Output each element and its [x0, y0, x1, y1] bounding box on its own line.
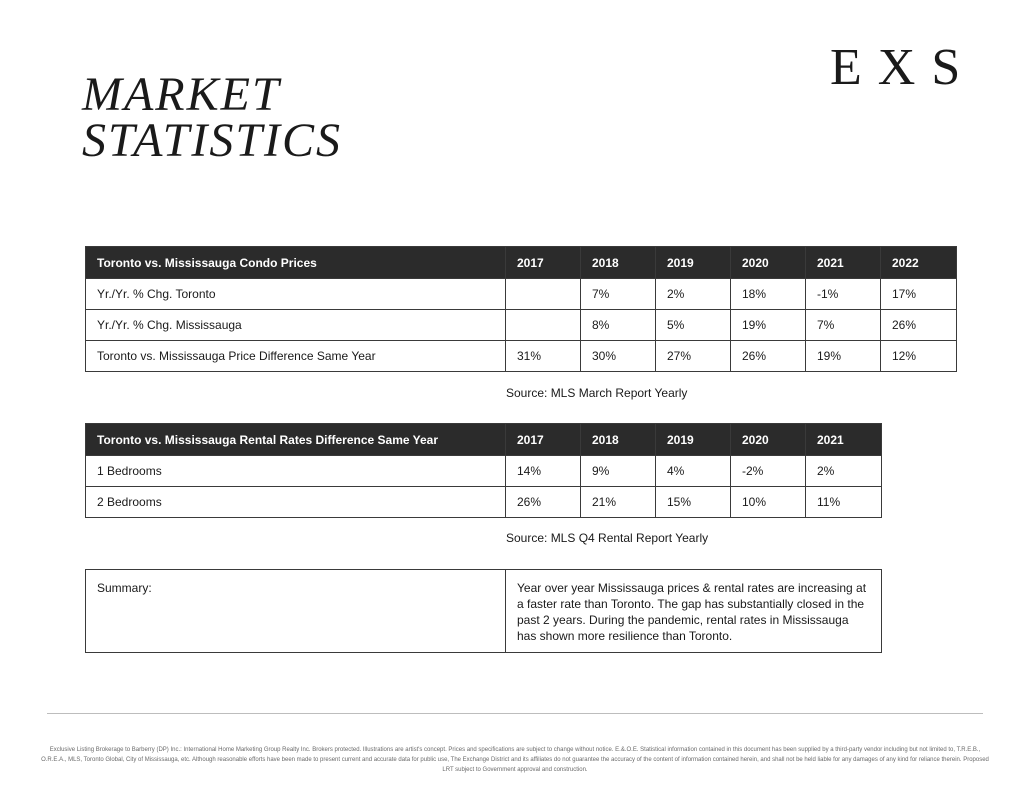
- table-cell: 5%: [656, 310, 731, 341]
- header-cell: 2019: [656, 247, 731, 279]
- condo-prices-table: [85, 246, 957, 372]
- table-cell: 21%: [581, 487, 656, 518]
- header-cell: 2019: [656, 424, 731, 456]
- table-header-row: [86, 247, 957, 279]
- header-cell: 2020: [731, 424, 806, 456]
- condo-source-note: Source: MLS March Report Yearly: [506, 386, 688, 400]
- header-cell: 2017: [506, 424, 581, 456]
- table-cell: 10%: [731, 487, 806, 518]
- table-cell: 31%: [506, 341, 581, 372]
- table-cell: 26%: [506, 487, 581, 518]
- table-row: [86, 570, 882, 653]
- rental-source-note: Source: MLS Q4 Rental Report Yearly: [506, 531, 709, 545]
- header-cell: 2021: [806, 424, 882, 456]
- table-row: [86, 341, 957, 372]
- table-cell: 18%: [731, 279, 806, 310]
- header-cell: 2022: [881, 247, 957, 279]
- table-cell: Yr./Yr. % Chg. Mississauga: [86, 310, 506, 341]
- table-row: [86, 279, 957, 310]
- title-line-2: STATISTICS: [82, 114, 343, 167]
- table-cell: 1 Bedrooms: [86, 456, 506, 487]
- header-cell: 2018: [581, 247, 656, 279]
- header-cell: 2017: [506, 247, 581, 279]
- table-cell: 26%: [731, 341, 806, 372]
- header-cell: 2020: [731, 247, 806, 279]
- table-cell: 4%: [656, 456, 731, 487]
- table-cell: 30%: [581, 341, 656, 372]
- table-cell: -2%: [731, 456, 806, 487]
- table-row: [86, 456, 882, 487]
- table-cell: -1%: [806, 279, 881, 310]
- table-cell: 2%: [806, 456, 882, 487]
- table-cell: Yr./Yr. % Chg. Toronto: [86, 279, 506, 310]
- table-row: [86, 310, 957, 341]
- exs-logo: EXS: [830, 39, 977, 96]
- page-title: [82, 68, 343, 167]
- table-cell: [506, 310, 581, 341]
- table-cell: 17%: [881, 279, 957, 310]
- table-cell: 7%: [806, 310, 881, 341]
- header-cell: 2018: [581, 424, 656, 456]
- legal-disclaimer: Exclusive Listing Brokerage to Barberry (DP) Inc.: International Home Marketing Group Realty Inc. Brokers protected. Illustrations are artist's concept. Prices and specifications are subject to change without notice. E.&.O.E. Statistical information contained in this document has been supplied by a third-party vendor including but not limited to, T.R.E.B., O.R.E.A., MLS, Toronto Global, City of Mississauga, etc. Although reasonable efforts have been made to present current and accurate data for public use, The Exchange District and its affiliates do not guarantee the accuracy of the content of information contained herein, and shall not be held liable for any damages of any kind for reliance therein. Proposed LRT subject to Government approval and construction.: [41, 747, 989, 773]
- header-cell: Toronto vs. Mississauga Rental Rates Difference Same Year: [86, 424, 506, 456]
- table-cell: Toronto vs. Mississauga Price Difference Same Year: [86, 341, 506, 372]
- header-cell: Toronto vs. Mississauga Condo Prices: [86, 247, 506, 279]
- summary-table: [85, 569, 882, 653]
- table-cell: 2%: [656, 279, 731, 310]
- table-cell: 19%: [731, 310, 806, 341]
- table-cell: 7%: [581, 279, 656, 310]
- table-cell: 9%: [581, 456, 656, 487]
- table-header-row: [86, 424, 882, 456]
- summary-text: Year over year Mississauga prices & rental rates are increasing at a faster rate than Toronto. The gap has substantially closed in the past 2 years. During the pandemic, rental rates in Mississauga has shown more resilience than Toronto.: [506, 570, 882, 653]
- summary-label: Summary:: [86, 570, 506, 653]
- table-cell: 2 Bedrooms: [86, 487, 506, 518]
- rental-rates-table: [85, 423, 882, 518]
- table-cell: 27%: [656, 341, 731, 372]
- table-cell: 8%: [581, 310, 656, 341]
- table-cell: 19%: [806, 341, 881, 372]
- table-cell: [506, 279, 581, 310]
- table-cell: 15%: [656, 487, 731, 518]
- table-cell: 26%: [881, 310, 957, 341]
- table-cell: 12%: [881, 341, 957, 372]
- table-cell: 14%: [506, 456, 581, 487]
- table-row: [86, 487, 882, 518]
- title-line-1: MARKET: [82, 68, 281, 121]
- footer-divider: [47, 713, 983, 714]
- header-cell: 2021: [806, 247, 881, 279]
- table-cell: 11%: [806, 487, 882, 518]
